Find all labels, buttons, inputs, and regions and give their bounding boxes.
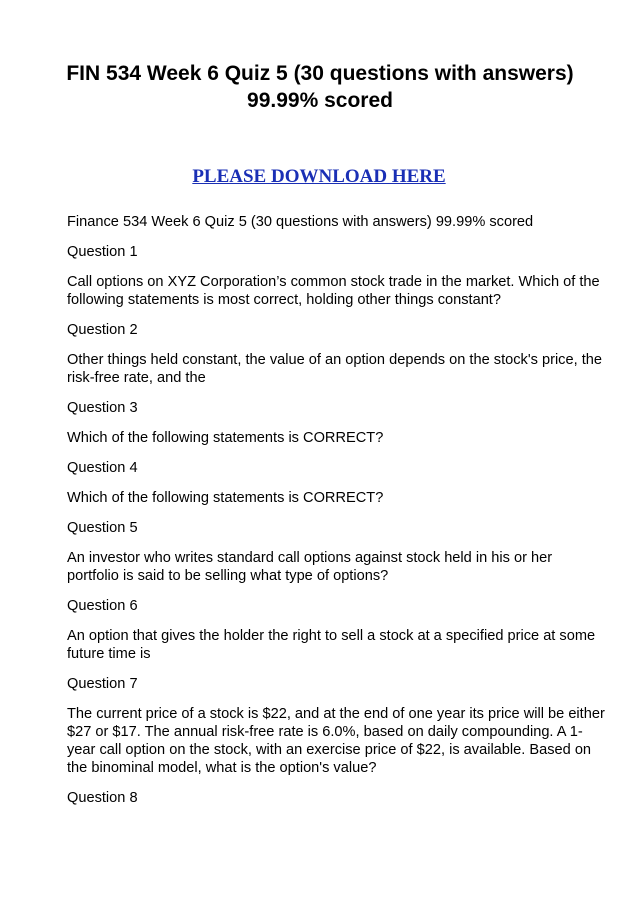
question-7-text: The current price of a stock is $22, and at the end of one year its price will be either $27 or $17. The annual risk-free rate is 6.0%, based on daily compounding. A 1-year call option on the stock, with an exercise price of $22, is available. Based on the binominal model, what is the option's value?	[67, 706, 605, 776]
intro-line: Finance 534 Week 6 Quiz 5 (30 questions with answers) 99.99% scored	[67, 214, 534, 230]
document-body	[67, 213, 607, 819]
question-2-heading: Question 2	[67, 322, 138, 338]
download-link-container	[0, 166, 638, 188]
question-4-text: Which of the following statements is CORRECT?	[67, 490, 384, 506]
question-1-text: Call options on XYZ Corporation’s common stock trade in the market. Which of the following statements is most correct, holding other things constant?	[67, 274, 600, 308]
question-6-heading: Question 6	[67, 598, 138, 614]
question-3-text: Which of the following statements is CORRECT?	[67, 430, 384, 446]
question-5-heading: Question 5	[67, 520, 138, 536]
question-2-text: Other things held constant, the value of an option depends on the stock's price, the risk-free rate, and the	[67, 352, 602, 386]
download-link[interactable]: PLEASE DOWNLOAD HERE	[192, 166, 446, 187]
question-1-heading: Question 1	[67, 244, 138, 260]
question-4-heading: Question 4	[67, 460, 138, 476]
question-7-heading: Question 7	[67, 676, 138, 692]
document-title: FIN 534 Week 6 Quiz 5 (30 questions with answers) 99.99% scored	[66, 62, 574, 112]
question-3-heading: Question 3	[67, 400, 138, 416]
question-5-text: An investor who writes standard call options against stock held in his or her portfolio is said to be selling what type of options?	[67, 550, 553, 584]
question-8-heading: Question 8	[67, 790, 138, 806]
question-6-text: An option that gives the holder the right to sell a stock at a specified price at some future time is	[67, 628, 596, 662]
